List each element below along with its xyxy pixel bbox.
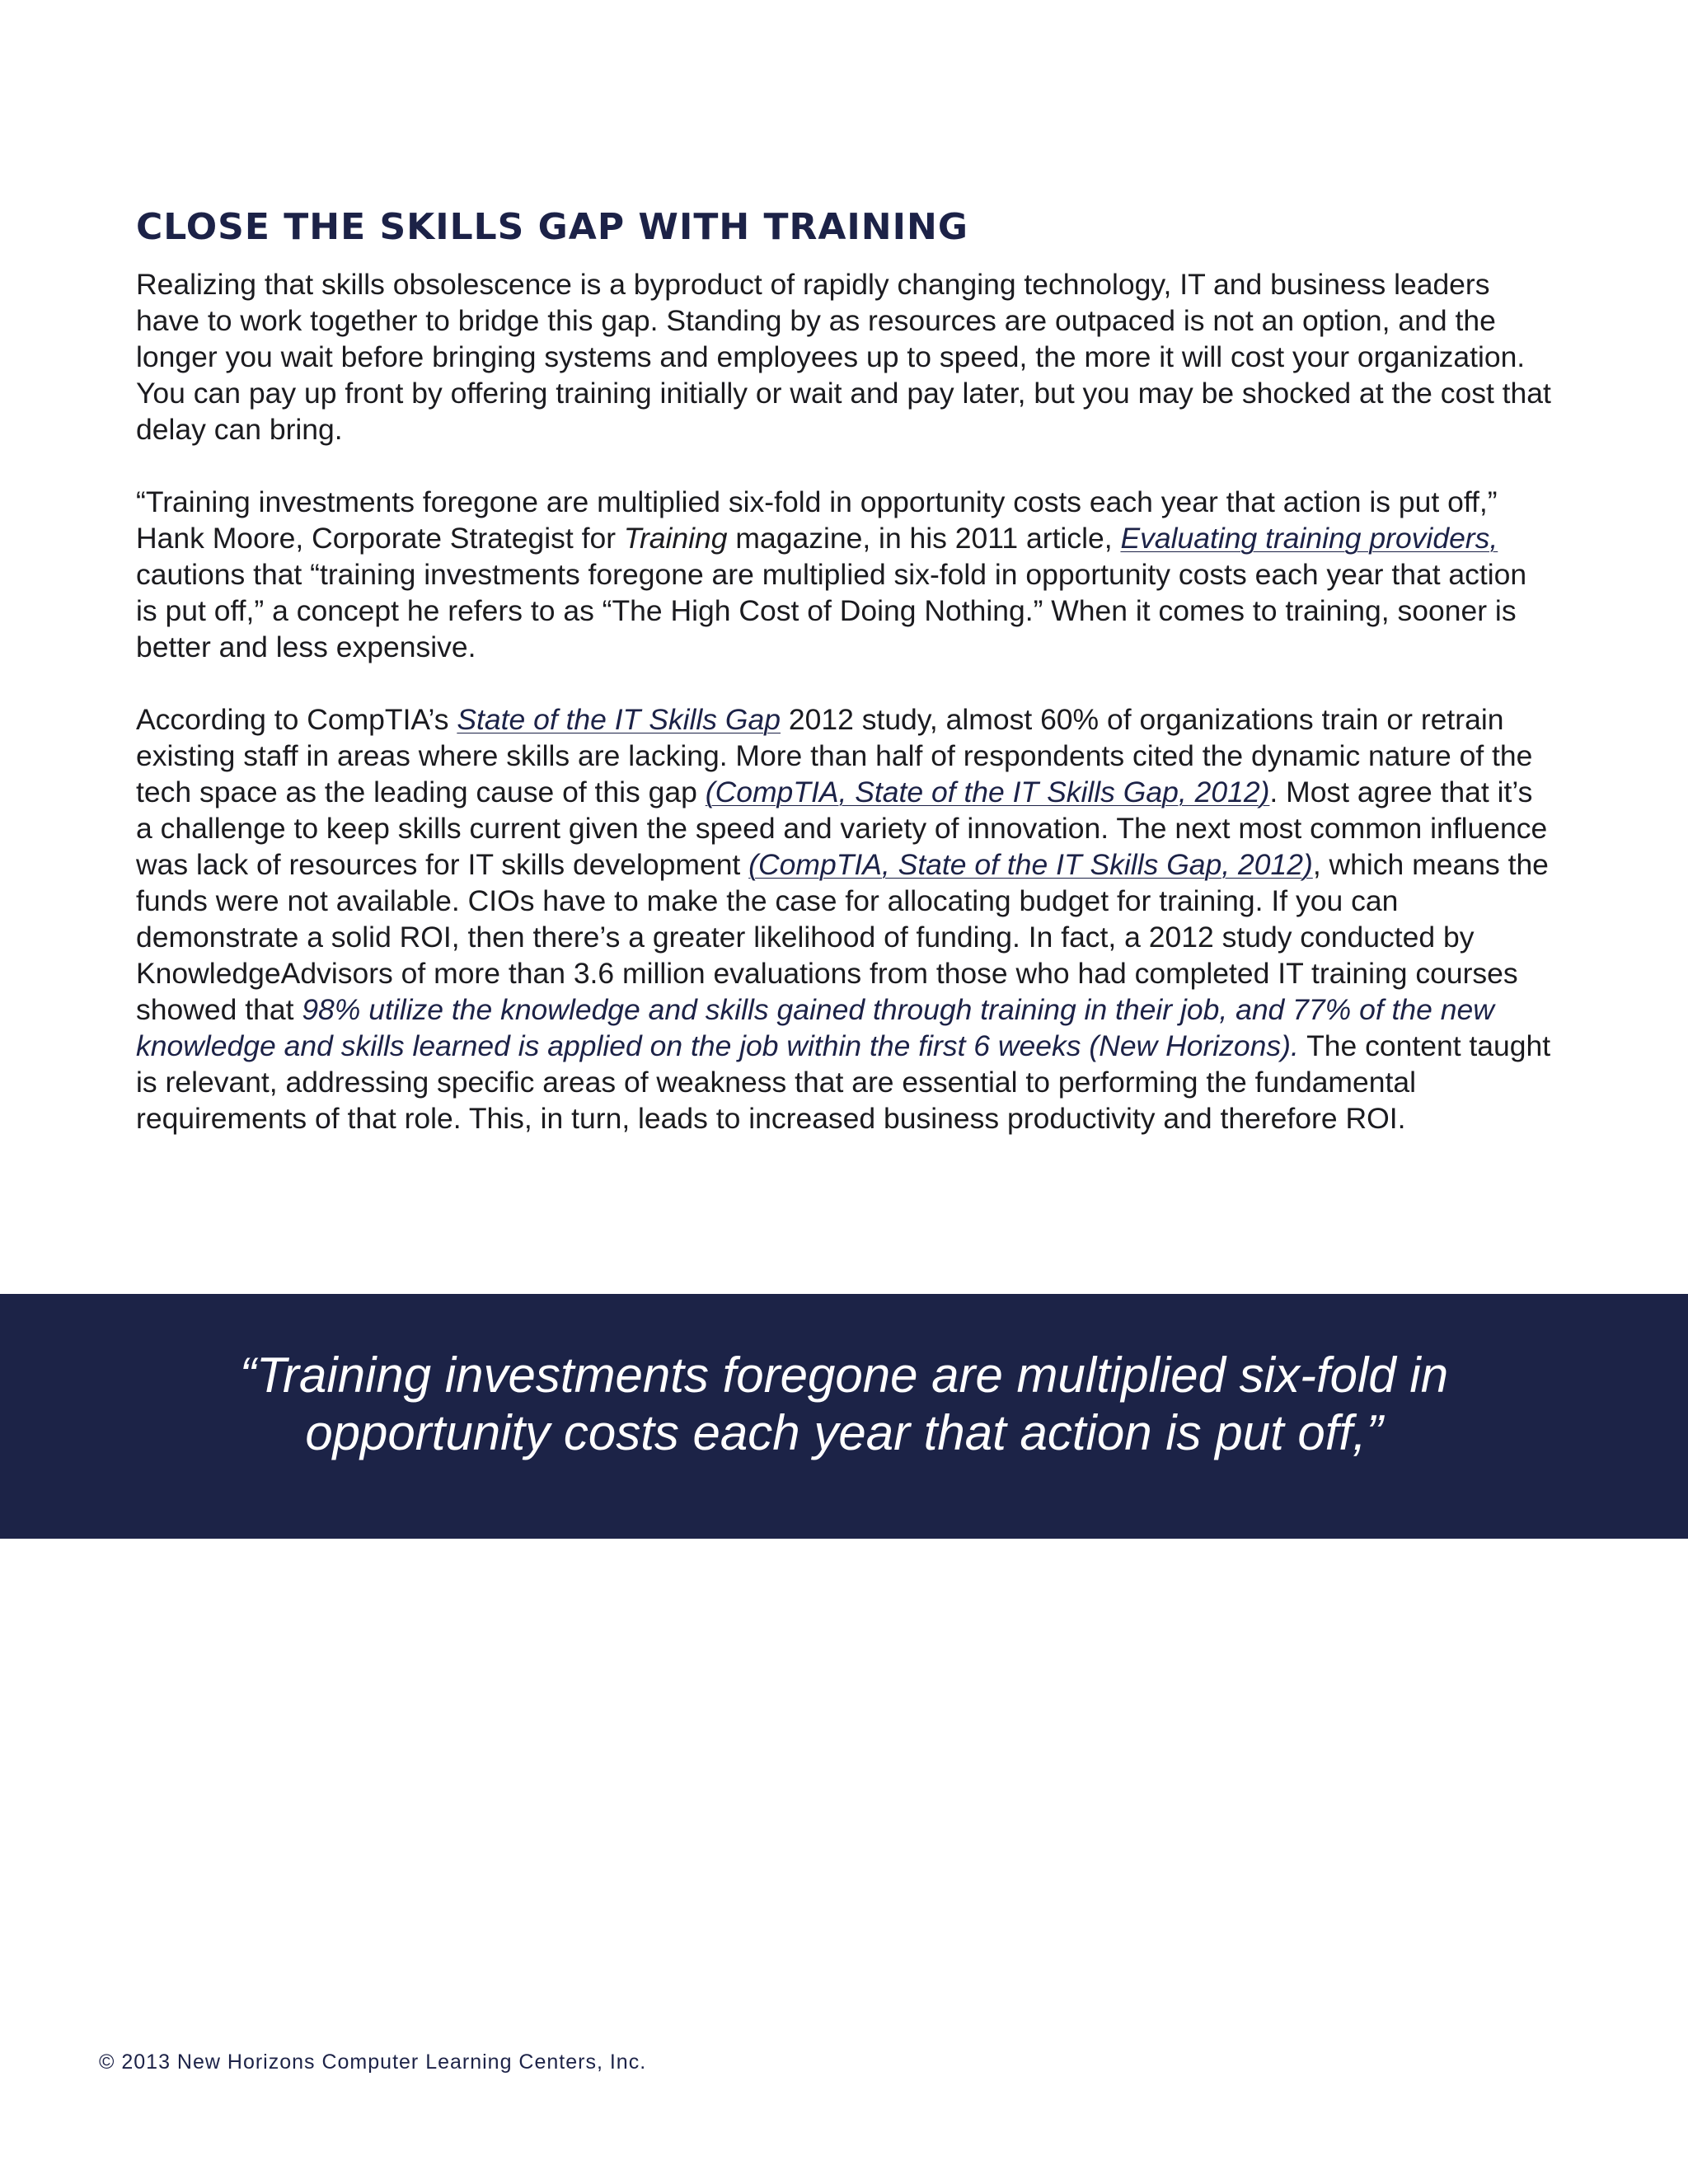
- paragraph-3-text-c: . Most agree that it’s a challenge to keep skills current given the speed and variety of innovation. The next most common influence was lack of resources for IT skills development: [136, 775, 1548, 881]
- paragraph-3-text-b: 2012 study, almost 60% of organizations train or retrain existing staff in areas where skills are lacking. More than half of respondents cited the dynamic nature of the tech space as the leading cause of this gap: [136, 702, 1533, 808]
- copyright-footer: © 2013 New Horizons Computer Learning Centers, Inc.: [99, 2050, 647, 2074]
- pull-quote-band: [0, 1294, 1688, 1539]
- paragraph-3-text-a: According to CompTIA’s: [136, 702, 457, 736]
- section-heading: CLOSE THE SKILLS GAP WITH TRAINING: [136, 206, 968, 248]
- paragraph-3-text-e: The content taught is relevant, addressing specific areas of weakness that are essential to performing the fundamental requirements of that role. This, in turn, leads to increased business productivity and therefore ROI.: [136, 1029, 1551, 1135]
- paragraph-3: [136, 701, 1554, 1137]
- citation-link-1[interactable]: (CompTIA, State of the IT Skills Gap, 2012): [705, 775, 1270, 808]
- statistic-emphasis: 98% utilize the knowledge and skills gained through training in their job, and 77% of the new knowledge and skills learned is applied on the job within the first 6 weeks (New Horizons).: [136, 992, 1494, 1062]
- paragraph-2-text-c: cautions that “training investments foregone are multiplied six-fold in opportunity costs each year that action is put off,” a concept he refers to as “The High Cost of Doing Nothing.” When it comes to training, sooner is better and less expensive.: [136, 557, 1527, 663]
- paragraph-1: Realizing that skills obsolescence is a byproduct of rapidly changing technology, IT and business leaders have to work together to bridge this gap. Standing by as resources are outpaced is not an option, and the longer you wait before bringing systems and employees up to speed, the more it will cost your organization. You can pay up front by offering training initially or wait and pay later, but you may be shocked at the cost that delay can bring.: [136, 267, 1551, 446]
- citation-link-2[interactable]: (CompTIA, State of the IT Skills Gap, 2012): [748, 847, 1313, 881]
- main-content: [136, 206, 1554, 1173]
- paragraph-2: [136, 484, 1554, 665]
- pull-quote: “Training investments foregone are multiplied six-fold in opportunity costs each year that action is put off,”: [239, 1347, 1449, 1460]
- paragraph-2-text-b: magazine, in his 2011 article,: [727, 521, 1121, 555]
- article-link[interactable]: Evaluating training providers,: [1120, 521, 1498, 555]
- magazine-name: Training: [623, 521, 728, 555]
- study-link[interactable]: State of the IT Skills Gap: [457, 702, 781, 736]
- paragraph-3-text-d: , which means the funds were not available. CIOs have to make the case for allocating budget for training. If you can demonstrate a solid ROI, then there’s a greater likelihood of funding. In fact, a 2012 study conducted by KnowledgeAdvisors of more than 3.6 million evaluations from those who had completed IT training courses showed that: [136, 847, 1549, 1026]
- paragraph-2-text-a: “Training investments foregone are multiplied six-fold in opportunity costs each year that action is put off,” Hank Moore, Corporate Strategist for: [136, 485, 1498, 555]
